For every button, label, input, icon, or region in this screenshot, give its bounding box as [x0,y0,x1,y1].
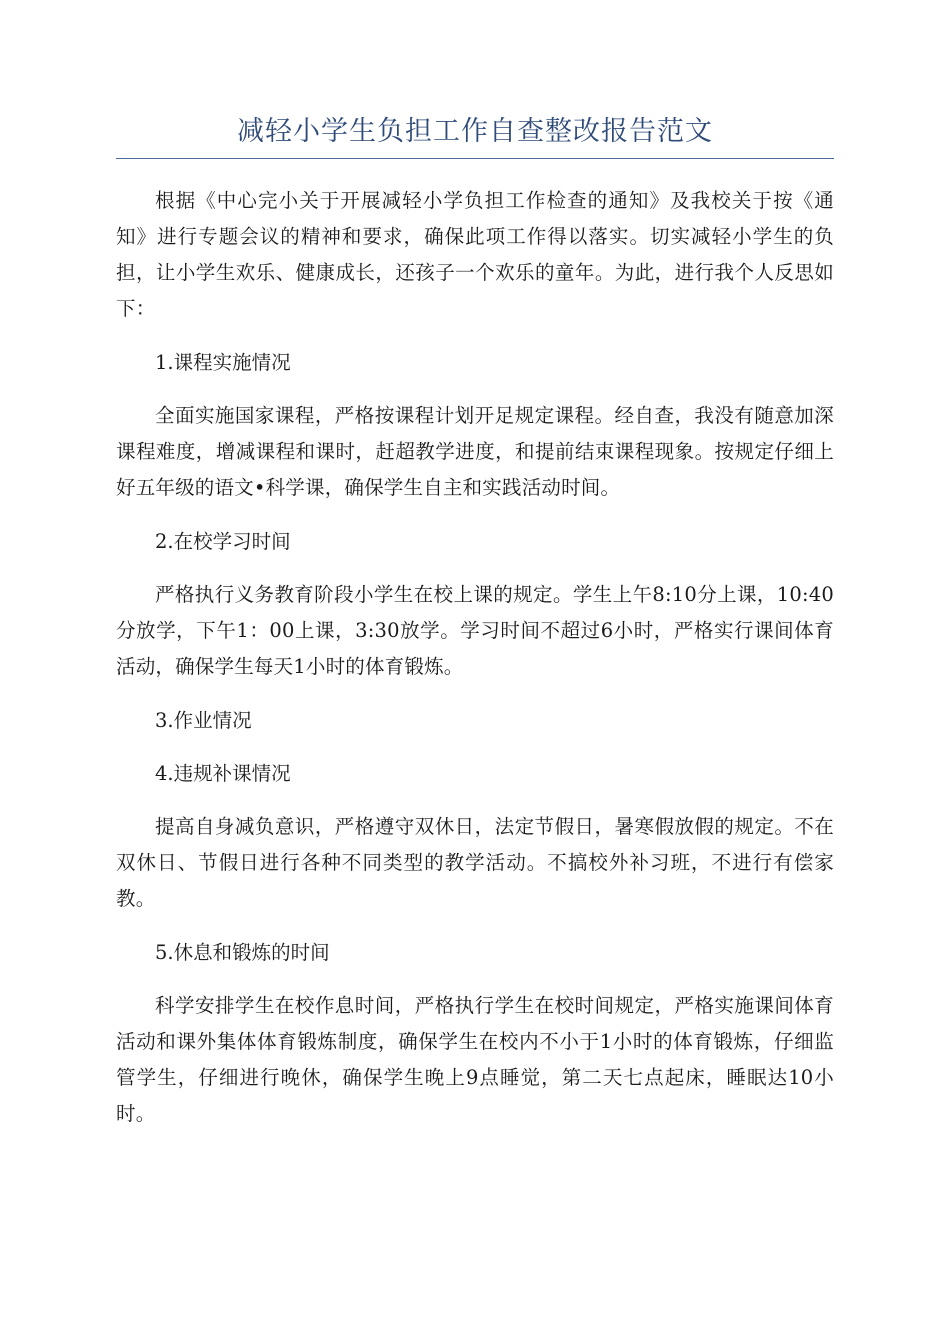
document-title: 减轻小学生负担工作自查整改报告范文 [237,116,713,147]
section-heading-school-time: 2.在校学习时间 [155,530,291,553]
section-body-curriculum: 全面实施国家课程，严格按课程计划开足规定课程。经自查，我没有随意加深课程难度，增减课程和课时，赶超教学进度，和提前结束课程现象。按规定仔细上好五年级的语文•科学课，确保学生自主和实践活动时间。 [116,404,834,499]
section-body-rest-exercise: 科学安排学生在校作息时间，严格执行学生在校时间规定，严格实施课间体育活动和课外集体体育锻炼制度，确保学生在校内不小于1小时的体育锻炼，仔细监管学生，仔细进行晚休，确保学生晚上9点睡觉，第二天七点起床，睡眠达10小时。 [116,994,834,1125]
section-body-school-time: 严格执行义务教育阶段小学生在校上课的规定。学生上午8:10分上课，10:40分放学，下午1：00上课，3:30放学。学习时间不超过6小时，严格实行课间体育活动，确保学生每天1小时的体育锻炼。 [116,583,834,678]
section-body-extra-classes: 提高自身减负意识，严格遵守双休日，法定节假日，暑寒假放假的规定。不在双休日、节假日进行各种不同类型的教学活动。不搞校外补习班，不进行有偿家教。 [116,815,834,910]
document-body [116,183,834,1132]
document-page [116,100,834,1150]
section-heading-rest-exercise: 5.休息和锻炼的时间 [155,941,330,964]
section-heading-homework: 3.作业情况 [155,709,252,732]
intro-paragraph: 根据《中心完小关于开展减轻小学负担工作检查的通知》及我校关于按《通知》进行专题会议的精神和要求，确保此项工作得以落实。切实减轻小学生的负担，让小学生欢乐、健康成长，还孩子一个欢乐的童年。为此，进行我个人反思如下： [116,189,834,320]
section-heading-curriculum: 1.课程实施情况 [155,351,291,374]
section-heading-extra-classes: 4.违规补课情况 [155,762,291,785]
title-underline [116,158,834,159]
